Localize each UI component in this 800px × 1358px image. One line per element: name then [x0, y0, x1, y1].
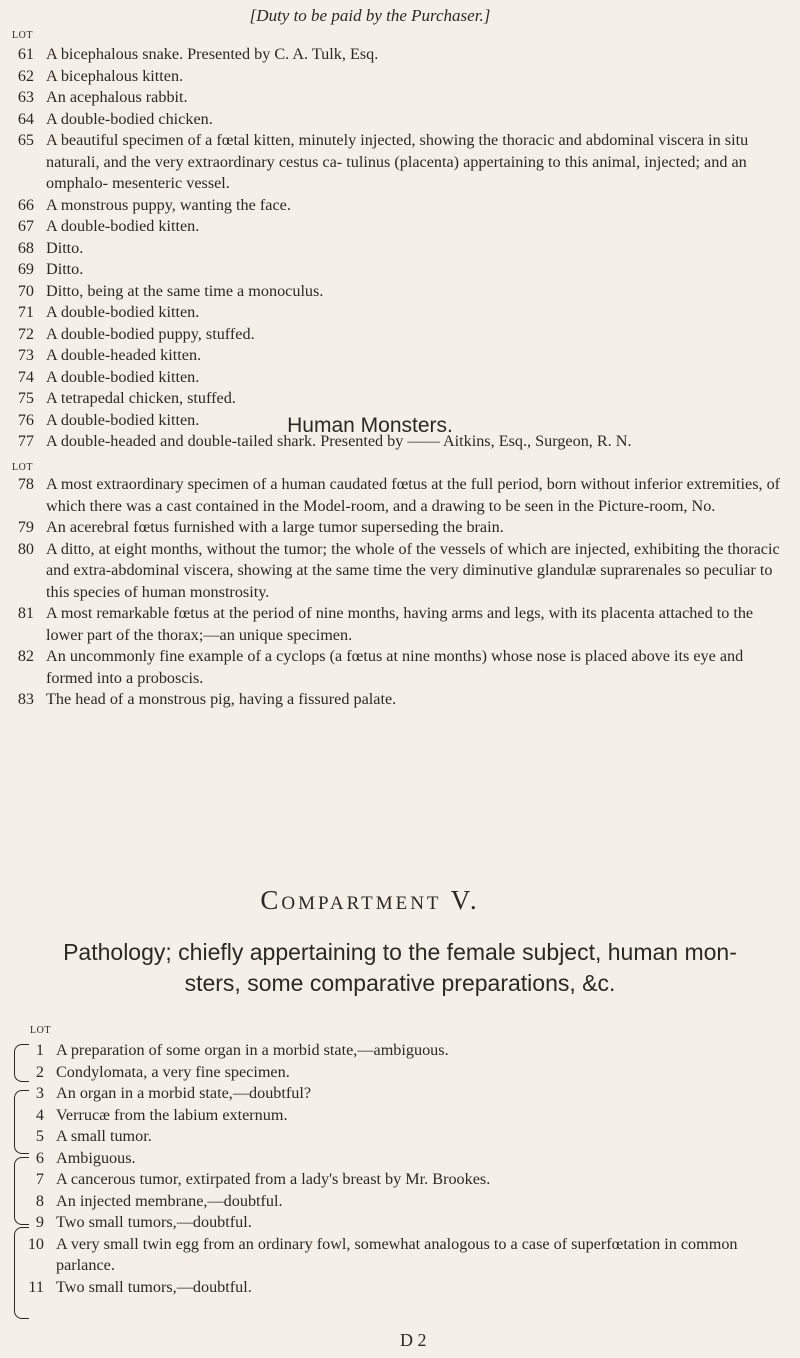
- lot-description: Two small tumors,—doubtful.: [56, 1277, 252, 1296]
- lot-number: 1: [35, 1041, 44, 1059]
- lot-number: 73: [17, 346, 34, 364]
- lot-description: The head of a monstrous pig, having a fissured palate.: [46, 690, 397, 708]
- lot-description: Two small tumors,—doubtful.: [56, 1213, 252, 1231]
- lot-description: A preparation of some organ in a morbid state,—ambiguous.: [56, 1041, 449, 1059]
- lot-description: A double-bodied kitten.: [46, 217, 200, 235]
- lot-entry: [0, 1169, 800, 1191]
- lot-column-label: LOT: [30, 1025, 51, 1036]
- lot-number: 70: [17, 281, 34, 300]
- lot-entry: [0, 474, 800, 517]
- lot-entry: [0, 345, 800, 367]
- lot-number: 9: [35, 1213, 44, 1231]
- lot-number: 61: [17, 45, 34, 63]
- lot-entry: [0, 66, 800, 88]
- lot-number: 77: [17, 432, 34, 450]
- lot-number: 6: [35, 1148, 44, 1167]
- lot-number: 81: [17, 604, 34, 622]
- lot-number: 64: [17, 109, 34, 128]
- lot-description: A bicephalous kitten.: [46, 66, 184, 85]
- lot-description: A beautiful specimen of a fœtal kitten, minutely injected, showing the thoracic and abdominal viscera in situ naturali, and the very extraordinary cestus ca- tulinus (placenta) appertaining to this animal, injected; and an omphalo- mesenteric vessel.: [46, 131, 749, 192]
- lot-number: 8: [35, 1191, 44, 1210]
- lot-number: 10: [27, 1234, 44, 1253]
- lot-entry: [0, 1083, 800, 1105]
- lot-entry: [0, 324, 800, 346]
- compartment-heading: Compartment V.: [260, 885, 480, 915]
- lot-entry: [0, 1212, 800, 1234]
- lot-entry: [0, 238, 800, 260]
- lot-number: 7: [35, 1170, 44, 1188]
- lot-entry: [0, 195, 800, 217]
- lot-number: 2: [35, 1062, 44, 1081]
- page-header-note: [Duty to be paid by the Purchaser.]: [249, 6, 491, 25]
- lot-list-human-monsters: [0, 474, 800, 711]
- lot-entry: [0, 689, 800, 711]
- lot-description: A bicephalous snake. Presented by C. A. Tulk, Esq.: [46, 45, 379, 63]
- lot-entry: [0, 259, 800, 281]
- lot-number: 78: [17, 475, 34, 493]
- lot-description: A double-bodied kitten.: [46, 303, 200, 321]
- lot-column-label: LOT: [12, 30, 33, 41]
- lot-number: 76: [17, 410, 34, 429]
- lot-description: An acerebral fœtus furnished with a large tumor superseding the brain.: [46, 518, 504, 536]
- lot-entry: [0, 130, 800, 195]
- lot-entry: [0, 1062, 800, 1084]
- lot-entry: [0, 603, 800, 646]
- lot-number: 66: [17, 195, 34, 214]
- lot-number: 11: [28, 1277, 44, 1296]
- lot-description: An organ in a morbid state,—doubtful?: [56, 1084, 312, 1102]
- lot-description: A most remarkable fœtus at the period of nine months, having arms and legs, with its placenta attached to the lower part of the thorax;—an unique specimen.: [46, 604, 754, 644]
- lot-description: An uncommonly fine example of a cyclops (a fœtus at nine months) whose nose is placed above its eye and formed into a proboscis.: [46, 647, 744, 687]
- lot-number: 68: [17, 238, 34, 257]
- lot-description: A ditto, at eight months, without the tumor; the whole of the vessels of which are injected, exhibiting the thoracic and extra-abdominal viscera, showing at the same time the very diminutive glandulæ suprarenales so peculiar to this species of human monstrosity.: [46, 539, 780, 601]
- lot-description: Condylomata, a very fine specimen.: [56, 1062, 290, 1081]
- lot-column-label: LOT: [12, 462, 33, 473]
- lot-number: 83: [17, 690, 34, 708]
- lot-entry: [0, 1148, 800, 1170]
- lot-description: Ambiguous.: [56, 1148, 136, 1167]
- lot-number: 3: [35, 1084, 44, 1102]
- lot-number: 4: [35, 1105, 44, 1124]
- lot-entry: [0, 1191, 800, 1213]
- lot-entry: [0, 216, 800, 238]
- lot-description: A double-headed and double-tailed shark. Presented by —— Aitkins, Esq., Surgeon, R. N.: [46, 432, 632, 450]
- lot-number: 72: [17, 324, 34, 343]
- lot-number: 79: [17, 518, 34, 536]
- lot-description: A small tumor.: [56, 1127, 152, 1145]
- lot-entry: [0, 1234, 800, 1277]
- lot-number: 63: [17, 88, 34, 106]
- lot-entry: [0, 388, 800, 410]
- lot-entry: [0, 1040, 800, 1062]
- lot-entry: [0, 302, 800, 324]
- lot-description: A double-bodied kitten.: [46, 410, 200, 429]
- lot-entry: [0, 87, 800, 109]
- lot-description: Ditto.: [46, 260, 84, 278]
- lot-description: A monstrous puppy, wanting the face.: [46, 195, 291, 214]
- lot-number: 62: [17, 66, 34, 85]
- lot-entry: [0, 281, 800, 303]
- lot-number: 82: [17, 647, 34, 665]
- lot-entry: [0, 1277, 800, 1299]
- lot-list-animals: [0, 44, 800, 453]
- lot-description: A most extraordinary specimen of a human caudated fœtus at the full period, born without inferior extremities, of which there was a cast contained in the Model-room, and a drawing to be seen in the Picture-room, No.: [46, 475, 781, 515]
- lot-description: A tetrapedal chicken, stuffed.: [46, 389, 236, 407]
- lot-description: Ditto, being at the same time a monoculus.: [46, 281, 324, 300]
- lot-number: 71: [17, 303, 34, 321]
- lot-entry: [0, 646, 800, 689]
- lot-description: A double-headed kitten.: [46, 346, 202, 364]
- lot-description: Verrucæ from the labium externum.: [56, 1105, 288, 1124]
- lot-description: An acephalous rabbit.: [46, 88, 188, 106]
- lot-entry: [0, 1126, 800, 1148]
- lot-number: 67: [17, 217, 34, 235]
- lot-description: A cancerous tumor, extirpated from a lady's breast by Mr. Brookes.: [56, 1170, 491, 1188]
- section-heading-human-monsters: Human Monsters.: [287, 414, 453, 437]
- lot-description: A double-bodied chicken.: [46, 109, 213, 128]
- lot-entry: [0, 109, 800, 131]
- lot-description: An injected membrane,—doubtful.: [56, 1191, 283, 1210]
- lot-entry: [0, 44, 800, 66]
- lot-number: 5: [35, 1127, 44, 1145]
- lot-number: 69: [17, 260, 34, 278]
- lot-list-pathology: [0, 1040, 800, 1298]
- signature-mark: D 2: [400, 1330, 427, 1350]
- lot-description: A double-bodied kitten.: [46, 367, 200, 386]
- lot-entry: [0, 367, 800, 389]
- lot-number: 75: [17, 389, 34, 407]
- lot-number: 80: [17, 539, 34, 558]
- lot-entry: [0, 539, 800, 604]
- compartment-subject: Pathology; chiefly appertaining to the female subject, human mon- sters, some comparative preparations, &c.: [63, 939, 737, 996]
- lot-description: A very small twin egg from an ordinary fowl, somewhat analogous to a case of superfœtation in common parlance.: [56, 1234, 738, 1274]
- lot-number: 65: [17, 131, 34, 149]
- lot-description: Ditto.: [46, 238, 84, 257]
- lot-entry: [0, 517, 800, 539]
- lot-number: 74: [17, 367, 34, 386]
- lot-description: A double-bodied puppy, stuffed.: [46, 324, 255, 343]
- lot-entry: [0, 1105, 800, 1127]
